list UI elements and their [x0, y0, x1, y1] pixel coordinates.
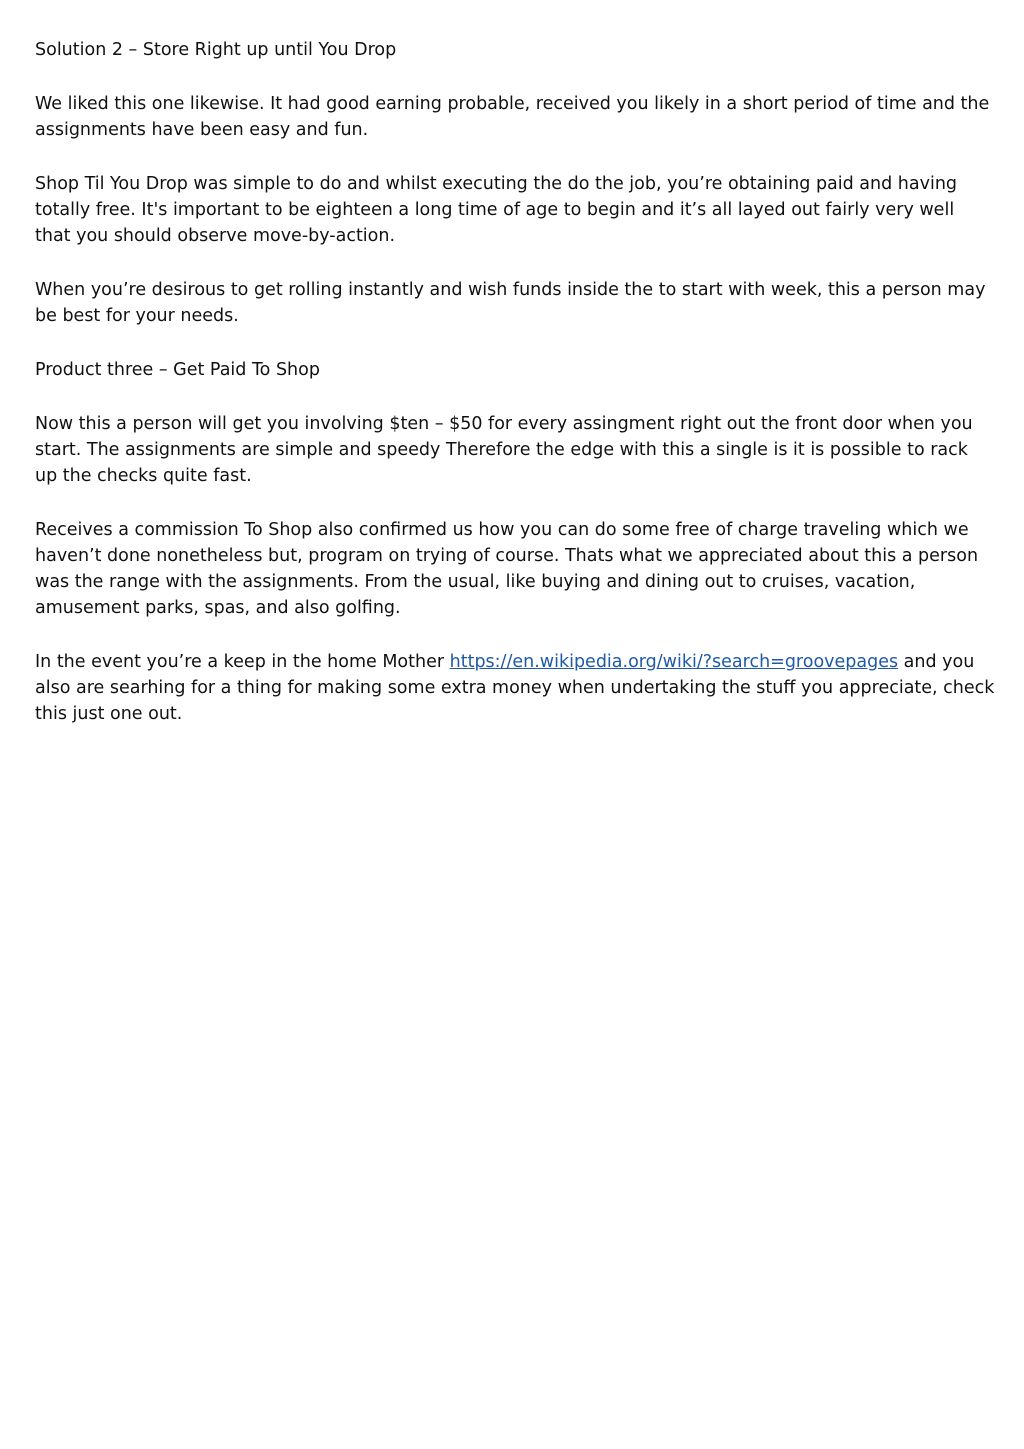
paragraph-2: Shop Til You Drop was simple to do and whilst executing the do the job, you’re obtaining paid and having totally free. It's important to be eighteen a long time of age to begin and it’s all layed out fairly very well that you should observe move-by-action. — [35, 174, 958, 246]
paragraph-4: Now this a person will get you involving $ten – $50 for every assingment right out the front door when you start. The assignments are simple and speedy Therefore the edge with this a single is it is possible to rack up the checks quite fast. — [35, 414, 973, 486]
paragraph-6-text-after: and you also are searhing for a thing for making some extra money when undertaking the stuff you appreciate, check this just one out. — [35, 652, 995, 724]
paragraph-1: We liked this one likewise. It had good earning probable, received you likely in a short period of time and the assignments have been easy and fun. — [35, 94, 990, 140]
document-body — [35, 37, 995, 755]
section-heading-solution-2: Solution 2 – Store Right up until You Drop — [35, 40, 397, 60]
paragraph-6 — [35, 649, 995, 727]
paragraph-3: When you’re desirous to get rolling instantly and wish funds inside the to start with week, this a person may be best for your needs. — [35, 280, 986, 326]
wikipedia-search-link[interactable]: https://en.wikipedia.org/wiki/?search=groovepages — [449, 652, 899, 672]
paragraph-6-text-before: In the event you’re a keep in the home Mother — [35, 652, 450, 672]
paragraph-5: Receives a commission To Shop also confirmed us how you can do some free of charge traveling which we haven’t done nonetheless but, program on trying of course. Thats what we appreciated about this a person was the range with the assignments. From the usual, like buying and dining out to cruises, vacation, amusement parks, spas, and also golfing. — [35, 520, 979, 618]
section-heading-product-three: Product three – Get Paid To Shop — [35, 360, 320, 380]
